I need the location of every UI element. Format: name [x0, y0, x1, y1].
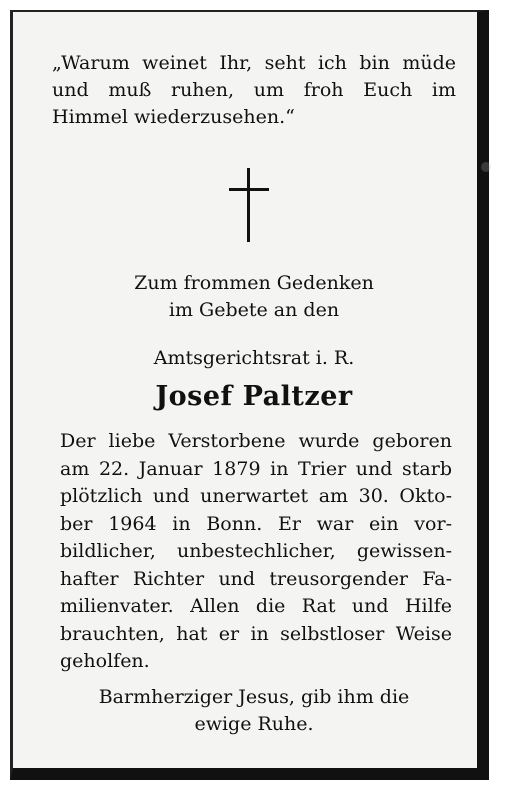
cross-horizontal-bar — [229, 188, 269, 191]
epigraph-quote — [52, 50, 456, 131]
biography-line: plötzlich und unerwartet am 30. Okto- — [60, 485, 452, 507]
memorial-heading — [52, 270, 456, 324]
biography-line: ber 1964 in Bonn. Er war ein vor- — [60, 512, 452, 535]
cross-vertical-bar — [247, 168, 250, 242]
closing-prayer — [52, 684, 456, 738]
biography-line: am 22. Januar 1879 in Trier und starb — [60, 457, 452, 480]
cross-icon — [229, 168, 269, 242]
closing-line: ewige Ruhe. — [194, 713, 314, 735]
biography-paragraph — [60, 428, 452, 676]
quote-line: Himmel wiederzusehen.“ — [52, 106, 295, 128]
memorial-line: im Gebete an den — [168, 299, 340, 321]
quote-line: „Warum weinet Ihr, seht ich bin müde — [52, 52, 456, 74]
memorial-line: Zum frommen Gedenken — [134, 272, 374, 294]
biography-line: bildlicher, unbestechlicher, gewissen- — [60, 540, 452, 562]
biography-line: hafter Richter und treusorgender Fa- — [60, 567, 452, 590]
paper-smudge — [481, 162, 491, 172]
biography-line: geholfen. — [60, 650, 150, 672]
closing-line: Barmherziger Jesus, gib ihm die — [98, 686, 410, 708]
biography-line: milienvater. Allen die Rat und Hilfe — [60, 595, 452, 617]
quote-line: und muß ruhen, um froh Euch im — [52, 79, 456, 101]
deceased-name: Josef Paltzer — [155, 381, 353, 412]
deceased-title: Amtsgerichtsrat i. R. — [153, 347, 355, 369]
biography-line: brauchten, hat er in selbstloser Weise — [60, 622, 452, 645]
biography-line: Der liebe Verstorbene wurde geboren — [60, 430, 452, 452]
